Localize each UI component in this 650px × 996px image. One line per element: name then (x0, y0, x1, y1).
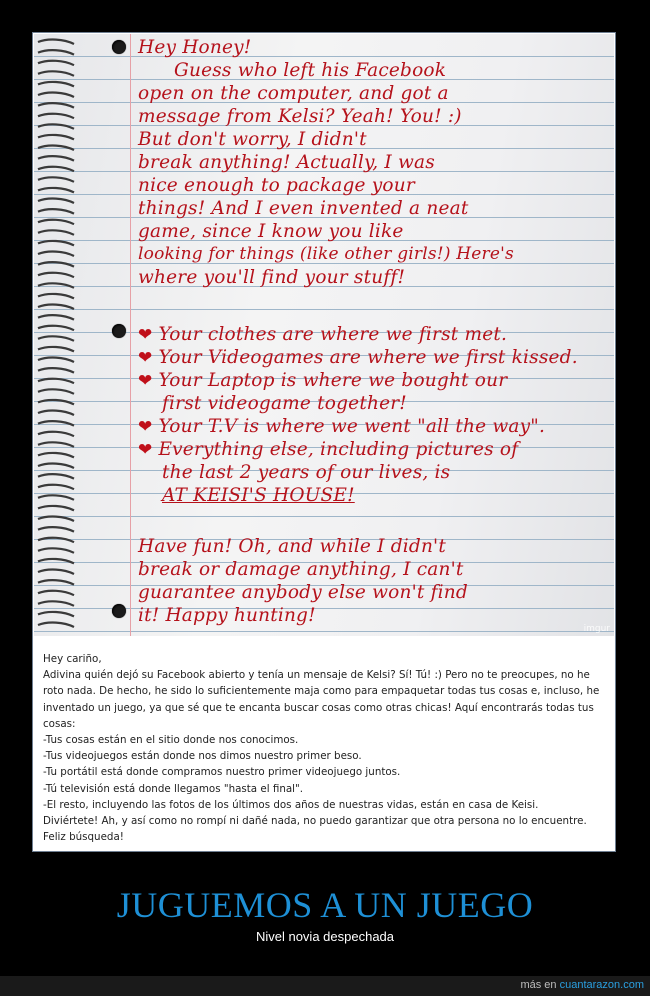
note-bullet (138, 323, 604, 346)
spiral-coil (38, 358, 74, 362)
note-line: Guess who left his Facebook (174, 60, 447, 81)
spiral-coil (38, 273, 74, 277)
spiral-coil (38, 464, 74, 468)
spiral-coil (38, 485, 74, 489)
spiral-coil (38, 474, 74, 478)
spiral-coil (38, 124, 74, 128)
spiral-coil (38, 146, 74, 150)
spiral-coil (38, 400, 74, 404)
spiral-coil (38, 368, 74, 372)
note-line: open on the computer, and got a (138, 83, 449, 104)
translation-line: Hey cariño, (43, 653, 102, 665)
spiral-coil (38, 40, 74, 44)
spiral-coil (38, 453, 74, 457)
heart-icon: ❤ (138, 348, 153, 368)
spiral-coil (38, 389, 74, 393)
spiral-coil (38, 411, 74, 415)
footer-bar (0, 976, 650, 996)
translation-line: -Tus videojuegos están donde nos dimos nuestro primer beso. (43, 750, 362, 763)
binder-hole-bottom (112, 604, 126, 618)
note-bullet (138, 415, 604, 438)
note-line: guarantee anybody else won't find (138, 582, 468, 603)
spiral-coil (38, 601, 74, 605)
spiral-coil (38, 199, 74, 203)
spiral-coil (38, 315, 74, 319)
note-line: game, since I know you like (138, 221, 404, 242)
spiral-coil (38, 188, 74, 192)
note-line: things! And I even invented a neat (138, 198, 469, 219)
note-bullet (138, 346, 604, 369)
translation-line: Adivina quién dejó su Facebook abierto y tenía un mensaje de Kelsi? Sí! Tú! :) Pero no te preocupes, no he roto nada. De hecho, he sido lo suficientemente maja como para empaquetar todas tus cosas e, incluso, he inventado un juego, ya que sé que te encanta buscar cosas como otras chicas! Aquí encontrarás todas tus cosas: (43, 669, 600, 730)
note-line: break anything! Actually, I was (138, 152, 435, 173)
heart-icon: ❤ (138, 417, 153, 437)
bullet-text: Your clothes are where we first met. (158, 324, 508, 345)
note-line: looking for things (like other girls!) Here's (138, 244, 514, 264)
translation-line: -Tú televisión está donde llegamos "hasta el final". (43, 782, 304, 795)
spiral-coil (38, 336, 74, 340)
spiral-coil (38, 82, 74, 86)
spiral-coil (38, 591, 74, 595)
heart-icon: ❤ (138, 440, 153, 460)
note-line-emphasis: AT KEISI'S HOUSE! (162, 485, 355, 506)
spiral-coil (38, 103, 74, 107)
footer-credit (520, 979, 644, 991)
bullet-text: Your Videogames are where we first kissed. (158, 347, 578, 368)
note-line: where you'll find your stuff! (138, 267, 406, 288)
note-line: break or damage anything, I can't (138, 559, 464, 580)
translation-line: -Tu portátil está donde compramos nuestro primer videojuego juntos. (43, 766, 401, 779)
spiral-coil (38, 209, 74, 213)
spiral-coil (38, 538, 74, 542)
bullet-text: Your T.V is where we went "all the way". (158, 416, 546, 437)
spiral-coil (38, 262, 74, 266)
spiral-coil (38, 432, 74, 436)
poster-frame (32, 32, 616, 852)
spiral-coil (38, 61, 74, 65)
spiral-coil (38, 71, 74, 75)
spiral-coil (38, 305, 74, 309)
translation-line: Diviértete! Ah, y así como no rompí ni dañé nada, no puedo garantizar que otra persona no lo encuentre. Feliz búsqueda! (43, 815, 587, 844)
bullet-text: Everything else, including pictures of (158, 439, 519, 460)
poster-title: JUGUEMOS A UN JUEGO (116, 885, 534, 925)
note-line: nice enough to package your (138, 175, 415, 196)
spiral-coil (38, 379, 74, 383)
note-line: message from Kelsi? Yeah! You! :) (138, 106, 462, 127)
spiral-coil (38, 421, 74, 425)
bullet-text: Your Laptop is where we bought our (158, 370, 508, 391)
spiral-coil (38, 283, 74, 287)
note-line: Hey Honey! (138, 37, 252, 58)
spiral-coil (38, 220, 74, 224)
spiral-coil (38, 527, 74, 531)
spiral-coil (38, 135, 74, 139)
translation-text (43, 651, 609, 845)
handwritten-note (138, 36, 604, 627)
notebook-photo (34, 34, 614, 636)
spiral-binding (34, 34, 78, 636)
spiral-coil (38, 294, 74, 298)
translation-line: -Tus cosas están en el sitio donde nos conocimos. (43, 734, 299, 747)
spiral-coil (38, 93, 74, 97)
site-link[interactable]: cuantarazon.com (559, 979, 644, 991)
note-bullet (138, 369, 604, 392)
spiral-coil (38, 517, 74, 521)
spiral-coil (38, 252, 74, 256)
spiral-coil (38, 548, 74, 552)
note-line: first videogame together! (162, 393, 407, 414)
note-line: the last 2 years of our lives, is (162, 462, 451, 483)
spiral-coil (38, 50, 74, 54)
poster-subtitle: Nivel novia despechada (255, 929, 395, 944)
binder-hole-middle (112, 324, 126, 338)
spiral-coil (38, 326, 74, 330)
heart-icon: ❤ (138, 325, 153, 345)
note-line: it! Happy hunting! (138, 605, 316, 626)
spiral-coil (38, 230, 74, 234)
note-bullet (138, 438, 604, 461)
spiral-coil (38, 559, 74, 563)
spiral-coil (38, 580, 74, 584)
spiral-coil (38, 156, 74, 160)
note-line: But don't worry, I didn't (138, 129, 367, 150)
translation-line: -El resto, incluyendo las fotos de los últimos dos años de nuestras vidas, están en casa de Keisi. (43, 798, 539, 811)
spiral-coil (38, 167, 74, 171)
note-line: Have fun! Oh, and while I didn't (138, 536, 446, 557)
binder-hole-top (112, 40, 126, 54)
spiral-coil (38, 177, 74, 181)
spiral-coil (38, 347, 74, 351)
heart-icon: ❤ (138, 371, 153, 391)
spiral-coil (38, 623, 74, 627)
footer-prefix: más en (520, 979, 557, 991)
imgur-watermark: imgur (583, 624, 610, 634)
spiral-coil (38, 241, 74, 245)
spiral-coil (38, 570, 74, 574)
spiral-coil (38, 612, 74, 616)
spiral-coil (38, 506, 74, 510)
spiral-coil (38, 114, 74, 118)
spiral-coil (38, 495, 74, 499)
spiral-coil (38, 442, 74, 446)
